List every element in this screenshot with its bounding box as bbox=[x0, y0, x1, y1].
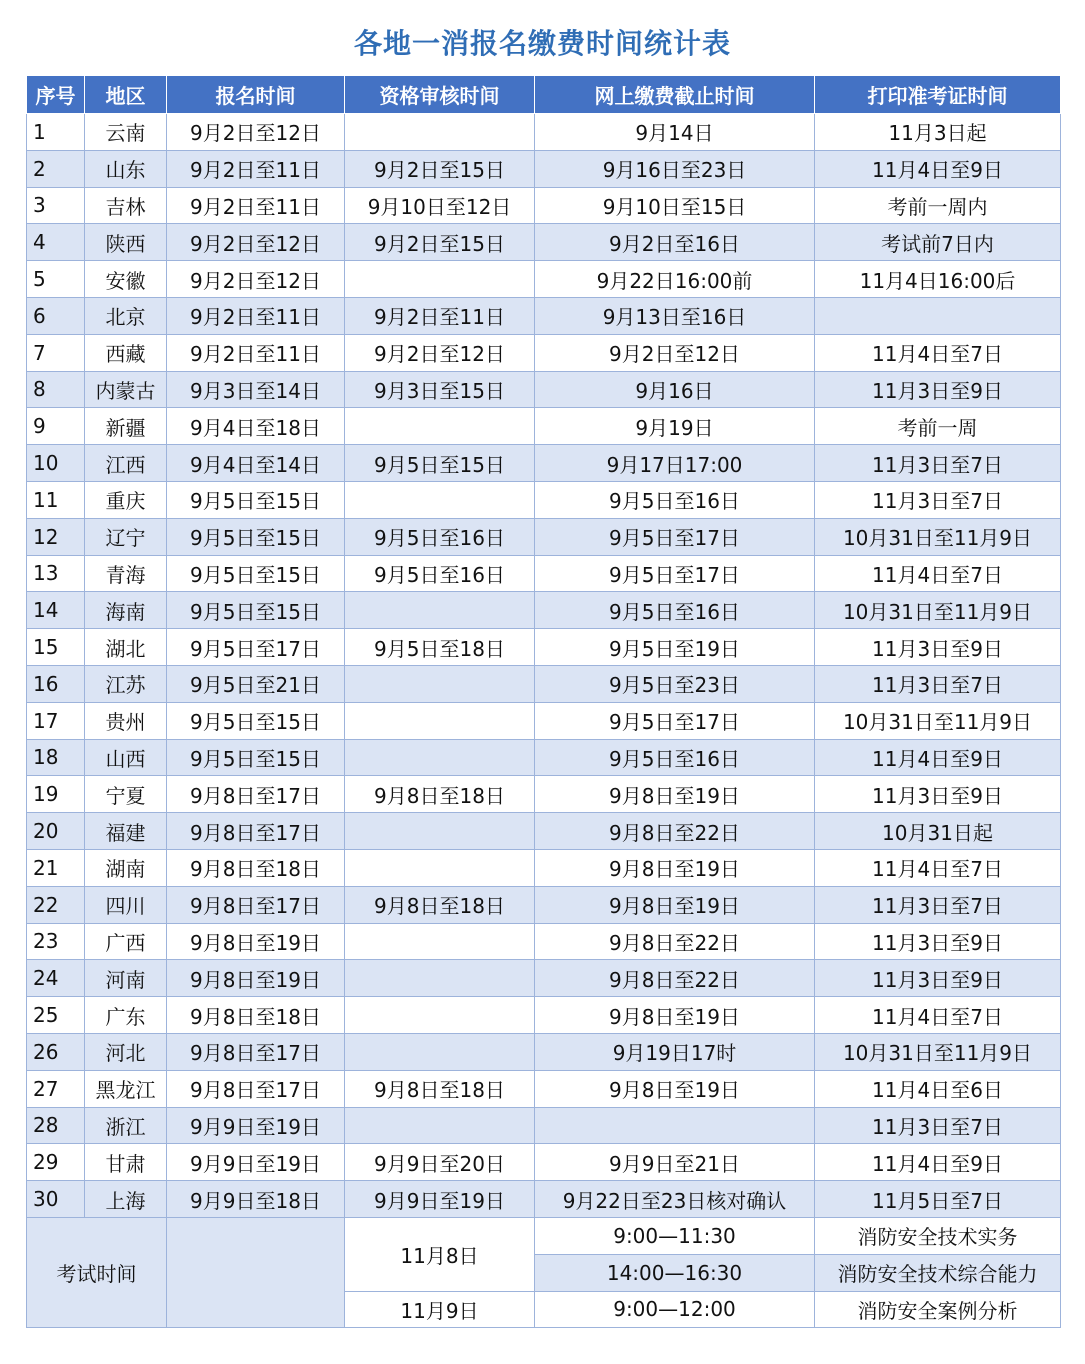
cell-admission-ticket-time: 11月4日至7日 bbox=[815, 334, 1061, 371]
cell-region: 宁夏 bbox=[85, 776, 167, 813]
table-body bbox=[27, 114, 1061, 1218]
cell-registration-time: 9月4日至18日 bbox=[167, 408, 345, 445]
table-row bbox=[27, 1181, 1061, 1218]
cell-registration-time: 9月5日至15日 bbox=[167, 739, 345, 776]
cell-review-time bbox=[345, 960, 535, 997]
cell-review-time: 9月3日至15日 bbox=[345, 371, 535, 408]
cell-index: 23 bbox=[27, 923, 85, 960]
cell-region: 陕西 bbox=[85, 224, 167, 261]
cell-review-time: 9月5日至16日 bbox=[345, 518, 535, 555]
cell-registration-time: 9月5日至15日 bbox=[167, 592, 345, 629]
cell-review-time: 9月2日至15日 bbox=[345, 150, 535, 187]
cell-admission-ticket-time: 11月3日至9日 bbox=[815, 776, 1061, 813]
cell-admission-ticket-time: 11月3日至9日 bbox=[815, 629, 1061, 666]
header-region: 地区 bbox=[85, 76, 167, 114]
cell-review-time bbox=[345, 408, 535, 445]
cell-payment-deadline: 9月19日17时 bbox=[535, 1033, 815, 1070]
exam-slot-subject: 消防安全技术综合能力 bbox=[815, 1254, 1061, 1291]
cell-payment-deadline: 9月10日至15日 bbox=[535, 187, 815, 224]
cell-admission-ticket-time: 10月31日至11月9日 bbox=[815, 702, 1061, 739]
cell-admission-ticket-time: 11月3日起 bbox=[815, 114, 1061, 151]
cell-region: 吉林 bbox=[85, 187, 167, 224]
table-row bbox=[27, 555, 1061, 592]
cell-region: 辽宁 bbox=[85, 518, 167, 555]
cell-payment-deadline: 9月8日至22日 bbox=[535, 813, 815, 850]
table-row bbox=[27, 297, 1061, 334]
cell-admission-ticket-time: 11月4日至9日 bbox=[815, 1144, 1061, 1181]
cell-registration-time: 9月3日至14日 bbox=[167, 371, 345, 408]
cell-index: 19 bbox=[27, 776, 85, 813]
cell-registration-time: 9月2日至12日 bbox=[167, 261, 345, 298]
cell-review-time bbox=[345, 261, 535, 298]
table-row bbox=[27, 408, 1061, 445]
table-row bbox=[27, 261, 1061, 298]
cell-payment-deadline: 9月8日至22日 bbox=[535, 960, 815, 997]
cell-region: 北京 bbox=[85, 297, 167, 334]
table-row bbox=[27, 481, 1061, 518]
cell-review-time bbox=[345, 481, 535, 518]
cell-region: 山东 bbox=[85, 150, 167, 187]
table-row bbox=[27, 1107, 1061, 1144]
cell-index: 1 bbox=[27, 114, 85, 151]
table-row bbox=[27, 702, 1061, 739]
cell-region: 河南 bbox=[85, 960, 167, 997]
exam-slot-time: 9:00—11:30 bbox=[535, 1217, 815, 1254]
cell-registration-time: 9月2日至11日 bbox=[167, 334, 345, 371]
exam-schedule bbox=[27, 1217, 1061, 1327]
cell-review-time: 9月2日至11日 bbox=[345, 297, 535, 334]
cell-payment-deadline bbox=[535, 1107, 815, 1144]
cell-registration-time: 9月5日至17日 bbox=[167, 629, 345, 666]
cell-payment-deadline: 9月2日至12日 bbox=[535, 334, 815, 371]
cell-admission-ticket-time: 11月4日至7日 bbox=[815, 849, 1061, 886]
cell-review-time: 9月5日至16日 bbox=[345, 555, 535, 592]
cell-admission-ticket-time: 11月3日至7日 bbox=[815, 481, 1061, 518]
cell-admission-ticket-time: 考前一周 bbox=[815, 408, 1061, 445]
cell-payment-deadline: 9月5日至17日 bbox=[535, 555, 815, 592]
table-row bbox=[27, 334, 1061, 371]
table-row bbox=[27, 665, 1061, 702]
cell-review-time: 9月9日至19日 bbox=[345, 1181, 535, 1218]
cell-payment-deadline: 9月13日至16日 bbox=[535, 297, 815, 334]
exam-slot-subject: 消防安全技术实务 bbox=[815, 1217, 1061, 1254]
table-row bbox=[27, 886, 1061, 923]
cell-index: 13 bbox=[27, 555, 85, 592]
cell-admission-ticket-time: 10月31日起 bbox=[815, 813, 1061, 850]
cell-review-time bbox=[345, 702, 535, 739]
cell-registration-time: 9月9日至18日 bbox=[167, 1181, 345, 1218]
cell-index: 24 bbox=[27, 960, 85, 997]
page-title: 各地一消报名缴费时间统计表 bbox=[353, 27, 731, 60]
cell-payment-deadline: 9月16日 bbox=[535, 371, 815, 408]
table-row bbox=[27, 776, 1061, 813]
cell-admission-ticket-time: 考试前7日内 bbox=[815, 224, 1061, 261]
cell-index: 20 bbox=[27, 813, 85, 850]
cell-registration-time: 9月2日至11日 bbox=[167, 187, 345, 224]
cell-admission-ticket-time: 11月4日至7日 bbox=[815, 555, 1061, 592]
header-index: 序号 bbox=[27, 76, 85, 114]
cell-admission-ticket-time: 11月3日至9日 bbox=[815, 960, 1061, 997]
cell-index: 17 bbox=[27, 702, 85, 739]
cell-region: 河北 bbox=[85, 1033, 167, 1070]
cell-index: 10 bbox=[27, 445, 85, 482]
cell-registration-time: 9月8日至17日 bbox=[167, 776, 345, 813]
exam-slot-subject: 消防安全案例分析 bbox=[815, 1291, 1061, 1328]
cell-region: 西藏 bbox=[85, 334, 167, 371]
table-row bbox=[27, 849, 1061, 886]
cell-admission-ticket-time: 11月4日至7日 bbox=[815, 997, 1061, 1034]
cell-payment-deadline: 9月5日至16日 bbox=[535, 739, 815, 776]
cell-index: 30 bbox=[27, 1181, 85, 1218]
cell-index: 14 bbox=[27, 592, 85, 629]
cell-admission-ticket-time: 11月3日至7日 bbox=[815, 886, 1061, 923]
cell-admission-ticket-time: 11月5日至7日 bbox=[815, 1181, 1061, 1218]
cell-region: 贵州 bbox=[85, 702, 167, 739]
cell-index: 12 bbox=[27, 518, 85, 555]
cell-payment-deadline: 9月5日至17日 bbox=[535, 702, 815, 739]
cell-review-time bbox=[345, 665, 535, 702]
cell-registration-time: 9月8日至19日 bbox=[167, 960, 345, 997]
cell-review-time bbox=[345, 923, 535, 960]
exam-label: 考试时间 bbox=[27, 1217, 167, 1327]
cell-payment-deadline: 9月22日至23日核对确认 bbox=[535, 1181, 815, 1218]
cell-index: 18 bbox=[27, 739, 85, 776]
cell-admission-ticket-time: 10月31日至11月9日 bbox=[815, 1033, 1061, 1070]
cell-admission-ticket-time: 11月4日至9日 bbox=[815, 739, 1061, 776]
cell-region: 广东 bbox=[85, 997, 167, 1034]
exam-spacer bbox=[167, 1217, 345, 1327]
table-row bbox=[27, 518, 1061, 555]
cell-admission-ticket-time: 11月4日至6日 bbox=[815, 1070, 1061, 1107]
cell-review-time: 9月2日至12日 bbox=[345, 334, 535, 371]
cell-review-time bbox=[345, 997, 535, 1034]
exam-day-2: 11月9日 bbox=[345, 1291, 535, 1328]
cell-region: 甘肃 bbox=[85, 1144, 167, 1181]
cell-region: 湖北 bbox=[85, 629, 167, 666]
cell-review-time bbox=[345, 813, 535, 850]
cell-admission-ticket-time: 11月3日至9日 bbox=[815, 371, 1061, 408]
cell-review-time: 9月8日至18日 bbox=[345, 886, 535, 923]
cell-index: 4 bbox=[27, 224, 85, 261]
cell-registration-time: 9月2日至11日 bbox=[167, 297, 345, 334]
cell-region: 江苏 bbox=[85, 665, 167, 702]
cell-region: 内蒙古 bbox=[85, 371, 167, 408]
table-row bbox=[27, 813, 1061, 850]
table-row bbox=[27, 960, 1061, 997]
cell-review-time: 9月5日至15日 bbox=[345, 445, 535, 482]
cell-registration-time: 9月8日至17日 bbox=[167, 813, 345, 850]
cell-index: 9 bbox=[27, 408, 85, 445]
cell-registration-time: 9月5日至15日 bbox=[167, 702, 345, 739]
cell-registration-time: 9月4日至14日 bbox=[167, 445, 345, 482]
table-row bbox=[27, 1033, 1061, 1070]
cell-region: 海南 bbox=[85, 592, 167, 629]
table-row bbox=[27, 371, 1061, 408]
cell-index: 21 bbox=[27, 849, 85, 886]
cell-index: 28 bbox=[27, 1107, 85, 1144]
cell-region: 青海 bbox=[85, 555, 167, 592]
cell-payment-deadline: 9月19日 bbox=[535, 408, 815, 445]
cell-registration-time: 9月9日至19日 bbox=[167, 1107, 345, 1144]
cell-index: 25 bbox=[27, 997, 85, 1034]
cell-payment-deadline: 9月5日至16日 bbox=[535, 481, 815, 518]
cell-review-time: 9月8日至18日 bbox=[345, 1070, 535, 1107]
cell-registration-time: 9月8日至19日 bbox=[167, 923, 345, 960]
cell-index: 16 bbox=[27, 665, 85, 702]
table-row bbox=[27, 592, 1061, 629]
cell-admission-ticket-time: 11月3日至7日 bbox=[815, 1107, 1061, 1144]
cell-registration-time: 9月9日至19日 bbox=[167, 1144, 345, 1181]
table-row bbox=[27, 739, 1061, 776]
cell-region: 上海 bbox=[85, 1181, 167, 1218]
cell-index: 22 bbox=[27, 886, 85, 923]
cell-region: 广西 bbox=[85, 923, 167, 960]
cell-index: 29 bbox=[27, 1144, 85, 1181]
cell-payment-deadline: 9月8日至22日 bbox=[535, 923, 815, 960]
cell-payment-deadline: 9月14日 bbox=[535, 114, 815, 151]
cell-region: 云南 bbox=[85, 114, 167, 151]
schedule-table bbox=[26, 75, 1061, 1328]
cell-index: 27 bbox=[27, 1070, 85, 1107]
cell-region: 重庆 bbox=[85, 481, 167, 518]
cell-index: 2 bbox=[27, 150, 85, 187]
cell-payment-deadline: 9月2日至16日 bbox=[535, 224, 815, 261]
table-row bbox=[27, 187, 1061, 224]
cell-payment-deadline: 9月8日至19日 bbox=[535, 849, 815, 886]
exam-day-1: 11月8日 bbox=[345, 1217, 535, 1291]
cell-admission-ticket-time: 10月31日至11月9日 bbox=[815, 518, 1061, 555]
header-review-time: 资格审核时间 bbox=[345, 76, 535, 114]
table-header bbox=[27, 76, 1061, 114]
header-registration-time: 报名时间 bbox=[167, 76, 345, 114]
cell-registration-time: 9月5日至15日 bbox=[167, 555, 345, 592]
cell-review-time: 9月10日至12日 bbox=[345, 187, 535, 224]
cell-region: 江西 bbox=[85, 445, 167, 482]
cell-index: 15 bbox=[27, 629, 85, 666]
cell-admission-ticket-time: 11月4日16:00后 bbox=[815, 261, 1061, 298]
cell-registration-time: 9月8日至18日 bbox=[167, 849, 345, 886]
cell-review-time bbox=[345, 1033, 535, 1070]
cell-region: 福建 bbox=[85, 813, 167, 850]
cell-region: 山西 bbox=[85, 739, 167, 776]
cell-registration-time: 9月2日至12日 bbox=[167, 114, 345, 151]
cell-registration-time: 9月8日至17日 bbox=[167, 1033, 345, 1070]
cell-payment-deadline: 9月8日至19日 bbox=[535, 776, 815, 813]
cell-registration-time: 9月2日至12日 bbox=[167, 224, 345, 261]
table-row bbox=[27, 1144, 1061, 1181]
cell-payment-deadline: 9月5日至19日 bbox=[535, 629, 815, 666]
cell-payment-deadline: 9月16日至23日 bbox=[535, 150, 815, 187]
cell-review-time bbox=[345, 849, 535, 886]
cell-registration-time: 9月5日至15日 bbox=[167, 481, 345, 518]
cell-index: 26 bbox=[27, 1033, 85, 1070]
cell-admission-ticket-time bbox=[815, 297, 1061, 334]
cell-admission-ticket-time: 11月3日至9日 bbox=[815, 923, 1061, 960]
cell-region: 黑龙江 bbox=[85, 1070, 167, 1107]
cell-payment-deadline: 9月17日17:00 bbox=[535, 445, 815, 482]
cell-review-time bbox=[345, 592, 535, 629]
exam-slot-time: 9:00—12:00 bbox=[535, 1291, 815, 1328]
cell-region: 湖南 bbox=[85, 849, 167, 886]
cell-payment-deadline: 9月5日至17日 bbox=[535, 518, 815, 555]
cell-review-time bbox=[345, 114, 535, 151]
cell-admission-ticket-time: 考前一周内 bbox=[815, 187, 1061, 224]
cell-payment-deadline: 9月8日至19日 bbox=[535, 886, 815, 923]
header-admission-ticket-time: 打印准考证时间 bbox=[815, 76, 1061, 114]
table-row bbox=[27, 445, 1061, 482]
cell-admission-ticket-time: 10月31日至11月9日 bbox=[815, 592, 1061, 629]
cell-admission-ticket-time: 11月3日至7日 bbox=[815, 445, 1061, 482]
table-row bbox=[27, 923, 1061, 960]
cell-review-time bbox=[345, 739, 535, 776]
table-row bbox=[27, 114, 1061, 151]
cell-review-time bbox=[345, 1107, 535, 1144]
cell-admission-ticket-time: 11月4日至9日 bbox=[815, 150, 1061, 187]
cell-registration-time: 9月8日至17日 bbox=[167, 886, 345, 923]
cell-payment-deadline: 9月5日至23日 bbox=[535, 665, 815, 702]
cell-region: 四川 bbox=[85, 886, 167, 923]
cell-index: 8 bbox=[27, 371, 85, 408]
cell-payment-deadline: 9月9日至21日 bbox=[535, 1144, 815, 1181]
table-row bbox=[27, 629, 1061, 666]
cell-region: 浙江 bbox=[85, 1107, 167, 1144]
cell-region: 安徽 bbox=[85, 261, 167, 298]
cell-admission-ticket-time: 11月3日至7日 bbox=[815, 665, 1061, 702]
cell-registration-time: 9月8日至18日 bbox=[167, 997, 345, 1034]
cell-index: 3 bbox=[27, 187, 85, 224]
header-row bbox=[27, 76, 1061, 114]
table-row bbox=[27, 224, 1061, 261]
exam-slot-time: 14:00—16:30 bbox=[535, 1254, 815, 1291]
table-row bbox=[27, 1070, 1061, 1107]
cell-review-time: 9月8日至18日 bbox=[345, 776, 535, 813]
cell-payment-deadline: 9月8日至19日 bbox=[535, 1070, 815, 1107]
cell-review-time: 9月9日至20日 bbox=[345, 1144, 535, 1181]
header-payment-deadline: 网上缴费截止时间 bbox=[535, 76, 815, 114]
cell-review-time: 9月5日至18日 bbox=[345, 629, 535, 666]
cell-registration-time: 9月8日至17日 bbox=[167, 1070, 345, 1107]
cell-index: 5 bbox=[27, 261, 85, 298]
cell-index: 11 bbox=[27, 481, 85, 518]
cell-region: 新疆 bbox=[85, 408, 167, 445]
table-row bbox=[27, 997, 1061, 1034]
cell-index: 7 bbox=[27, 334, 85, 371]
cell-review-time: 9月2日至15日 bbox=[345, 224, 535, 261]
cell-registration-time: 9月5日至21日 bbox=[167, 665, 345, 702]
cell-index: 6 bbox=[27, 297, 85, 334]
exam-row bbox=[27, 1217, 1061, 1254]
cell-payment-deadline: 9月8日至19日 bbox=[535, 997, 815, 1034]
cell-registration-time: 9月5日至15日 bbox=[167, 518, 345, 555]
table-row bbox=[27, 150, 1061, 187]
cell-payment-deadline: 9月22日16:00前 bbox=[535, 261, 815, 298]
cell-registration-time: 9月2日至11日 bbox=[167, 150, 345, 187]
cell-payment-deadline: 9月5日至16日 bbox=[535, 592, 815, 629]
